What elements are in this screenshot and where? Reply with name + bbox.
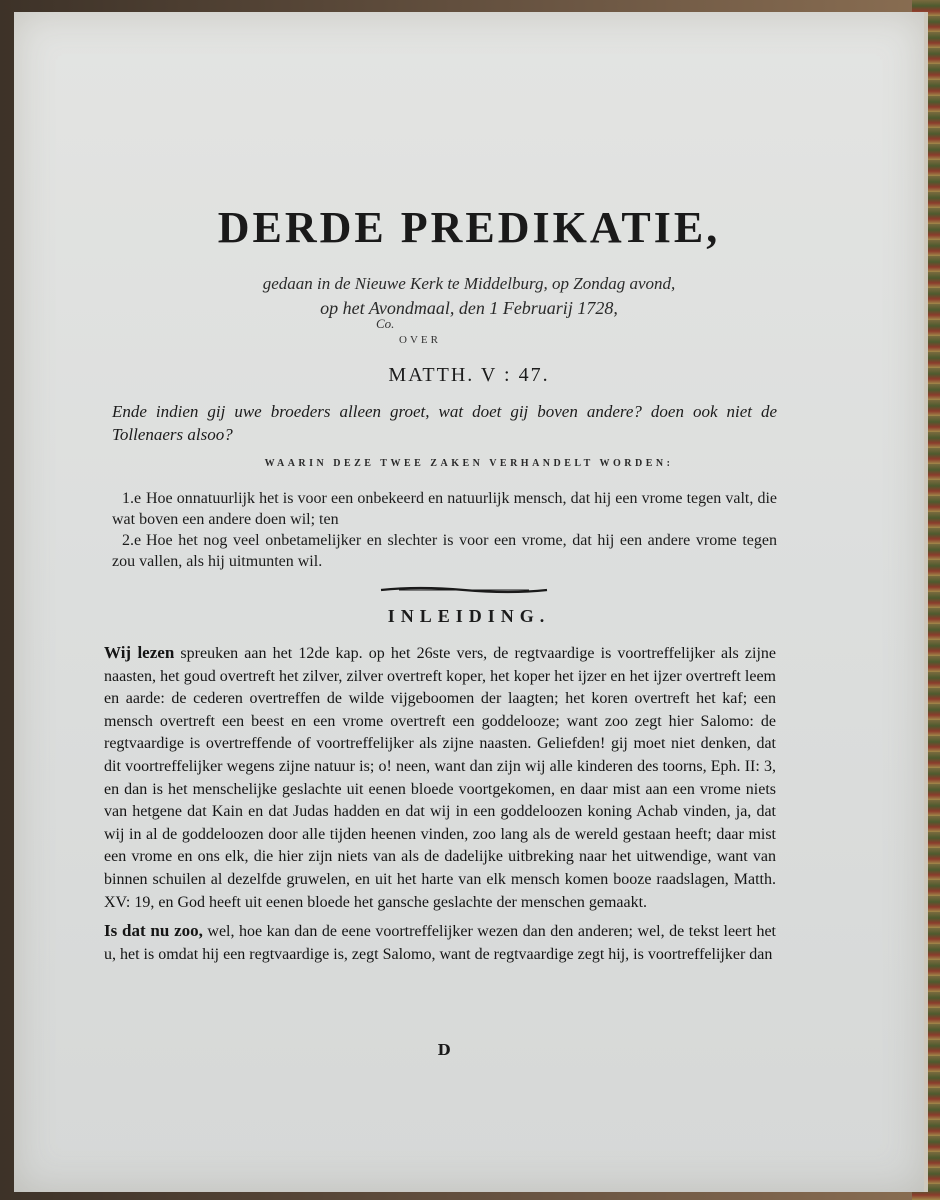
divider-ornament xyxy=(379,586,549,594)
signature-letter: D xyxy=(437,1041,451,1059)
paragraph-text: spreuken aan het 12de kap. op het 26ste vers, de regtvaardige is voortreffelijker als zijne naasten, het goud overtreft het zilver, zilver overtreft koper, het koper het ijzer en het ijzer overtreft leem en aarde: de cederen overtreffen de wilde vijgeboomen der laagten; het koren overtreft het kaf; een mensch overtreft een beest en een vrome overtreft een goddelooze; want zoo zegt hier Salomo: de regtvaardige is overtreffende of voortreffelijker als zijne naasten. Geliefden! gij moet niet denken, dat dit voortreffelijker wegens zijne natuur is; o! neen, want dan zijn wij alle kinderen des toorns, Eph. II: 3, en dan is het menschelijke geslachte uit eenen bloede voortgekomen, en daar mist aan een vrome niets van hetgene dat Kain en dat Judas hadden en dat wij in een goddeloozen koning Achab vinden, ja, dat wij in al de goddeloozen door alle tijden heenen vinden, zoo lang als de wereld gestaan heeft; daar mist een vrome en ons elk, die hier zijn niets van als de dadelijke uitbreking naar het uitwendige, want van binnen schuilen al dezelfde gruwelen, en uit het harte van elk mensch komen booze raadslagen, Matth. XV: 19, en God heeft uit eenen bloede het gansche geslachte der menschen gemaakt. xyxy=(104,645,776,911)
topics-list xyxy=(112,488,777,572)
paragraph-lead: Is dat nu zoo, xyxy=(104,921,203,941)
scripture-quote: Ende indien gij uwe broeders alleen groet, wat doet gij boven andere? doen ook niet de Tollenaers alsoo? xyxy=(112,402,777,444)
signature-mark xyxy=(434,1040,454,1060)
paragraph xyxy=(104,920,776,966)
paragraph-lead: Wij lezen xyxy=(104,643,175,662)
page-content xyxy=(14,12,924,1192)
subtitle-line-1: gedaan in de Nieuwe Kerk te Middelburg, op Zondag avond, xyxy=(262,274,676,293)
page-title: DERDE PREDIKATIE, xyxy=(217,203,721,252)
over-label: OVER xyxy=(399,334,441,346)
text-reference: MATTH. V : 47. xyxy=(388,364,550,386)
subtitle-line-2: op het Avondmaal, den 1 Februarij 1728, xyxy=(320,298,618,318)
topic-text: Hoe onnatuurlijk het is voor een onbekeerd en natuurlijk mensch, dat hij een vrome tegen valt, die wat boven een andere doen wil; ten xyxy=(112,490,777,528)
paragraph-text: wel, hoe kan dan de eene voortreffelijker wezen dan den anderen; wel, de tekst leert het u, het is omdat hij een regtvaardige is, zegt Salomo, want de regtvaardige zegt hij, is voortreffelijker dan xyxy=(104,923,776,963)
topic-item xyxy=(112,530,777,572)
marginal-note: Co. xyxy=(376,316,395,331)
topic-number: 2.e xyxy=(122,532,142,549)
book-page xyxy=(14,12,928,1192)
topic-number: 1.e xyxy=(122,490,142,507)
topic-text: Hoe het nog veel onbetamelijker en slechter is voor een vrome, dat hij een andere vrome tegen zou vallen, als hij uitmunten wil. xyxy=(112,532,777,570)
topics-heading: WAARIN DEZE TWEE ZAKEN VERHANDELT WORDEN: xyxy=(264,458,674,469)
topic-item xyxy=(112,488,777,530)
body-text xyxy=(104,642,776,972)
paragraph xyxy=(104,642,776,914)
section-heading: INLEIDING. xyxy=(387,606,551,626)
